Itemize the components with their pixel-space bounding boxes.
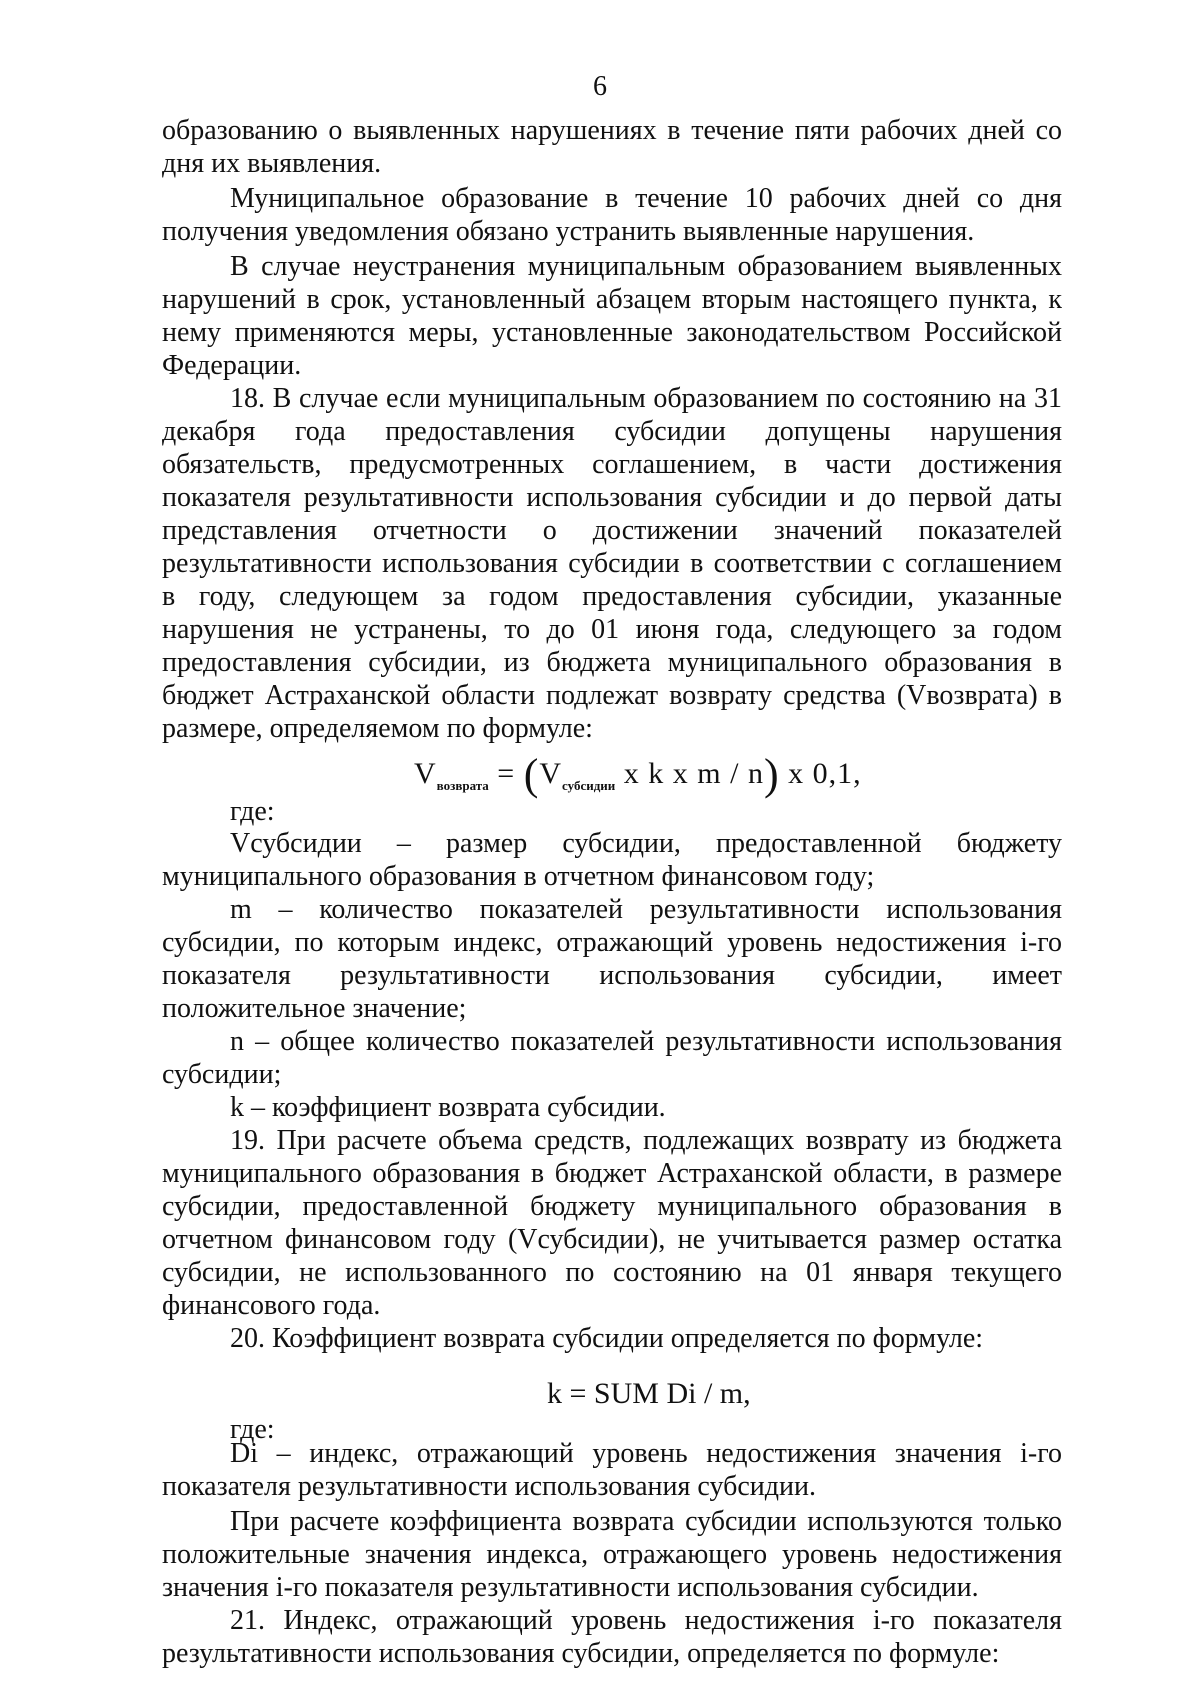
paragraph-18: 18. В случае если муниципальным образованием по состоянию на 31 декабря года предоставления субсидии допущены нарушения обязательств, предусмотренных соглашением, в части достижения показателя результативности использования субсидии и до первой даты представления отчетности о достижении значений показателей результативности использования субсидии в соответствии с соглашением в году, следующем за годом предоставления субсидии, указанные нарушения не устранены, то до 01 июня года, следующего за годом предоставления субсидии, из бюджета муниципального образования в бюджет Астраханской области подлежат возврату средства (Vвозврата) в размере, определяемом по формуле: <box>162 383 1062 744</box>
paragraph-21: 21. Индекс, отражающий уровень недостижения i-го показателя результативности использования субсидии, определяется по формуле: <box>162 1605 1062 1669</box>
paragraph-19: 19. При расчете объема средств, подлежащих возврату из бюджета муниципального образования в бюджет Астраханской области, в размере субсидии, предоставленной бюджету муниципального образования в отчетном финансовом году (Vсубсидии), не учитывается размер остатка субсидии, не использованного по состоянию на 01 января текущего финансового года. <box>162 1125 1062 1321</box>
definition-di: Di – индекс, отражающий уровень недостижения значения i-го показателя результативности использования субсидии. <box>162 1438 1062 1502</box>
where-label: где: <box>230 796 275 827</box>
formula-return-volume <box>162 750 1062 827</box>
paragraph: При расчете коэффициента возврата субсидии используются только положительные значения индекса, отражающего уровень недостижения значения i-го показателя результативности использования субсидии. <box>162 1506 1062 1603</box>
definition-vsubsidy: Vсубсидии – размер субсидии, предоставленной бюджету муниципального образования в отчетном финансовом году; <box>162 828 1062 892</box>
formula-expression: k = SUM Di / m, <box>547 1377 751 1410</box>
page-number: 6 <box>593 71 607 102</box>
paragraph: В случае неустранения муниципальным образованием выявленных нарушений в срок, установленный абзацем вторым настоящего пункта, к нему применяются меры, установленные законодательством Российской Федерации. <box>162 251 1062 381</box>
where-label: где: <box>230 1414 275 1445</box>
paragraph: образованию о выявленных нарушениях в течение пяти рабочих дней со дня их выявления. <box>162 115 1062 179</box>
definition-k: k – коэффициент возврата субсидии. <box>230 1092 666 1123</box>
formula-expression: $V_{возврата} = (V_{субсидии}$ x k x m / n) x 0,1, <box>414 750 862 799</box>
paragraph: Муниципальное образование в течение 10 рабочих дней со дня получения уведомления обязано устранить выявленные нарушения. <box>162 183 1062 247</box>
formula-coefficient <box>162 1369 1062 1445</box>
definition-m: m – количество показателей результативности использования субсидии, по которым индекс, отражающий уровень недостижения i-го показателя результативности использования субсидии, имеет положительное значение; <box>162 894 1062 1024</box>
paragraph-20: 20. Коэффициент возврата субсидии определяется по формуле: <box>230 1323 984 1354</box>
definition-n: n – общее количество показателей результативности использования субсидии; <box>162 1026 1062 1090</box>
document-body <box>162 114 1062 1670</box>
